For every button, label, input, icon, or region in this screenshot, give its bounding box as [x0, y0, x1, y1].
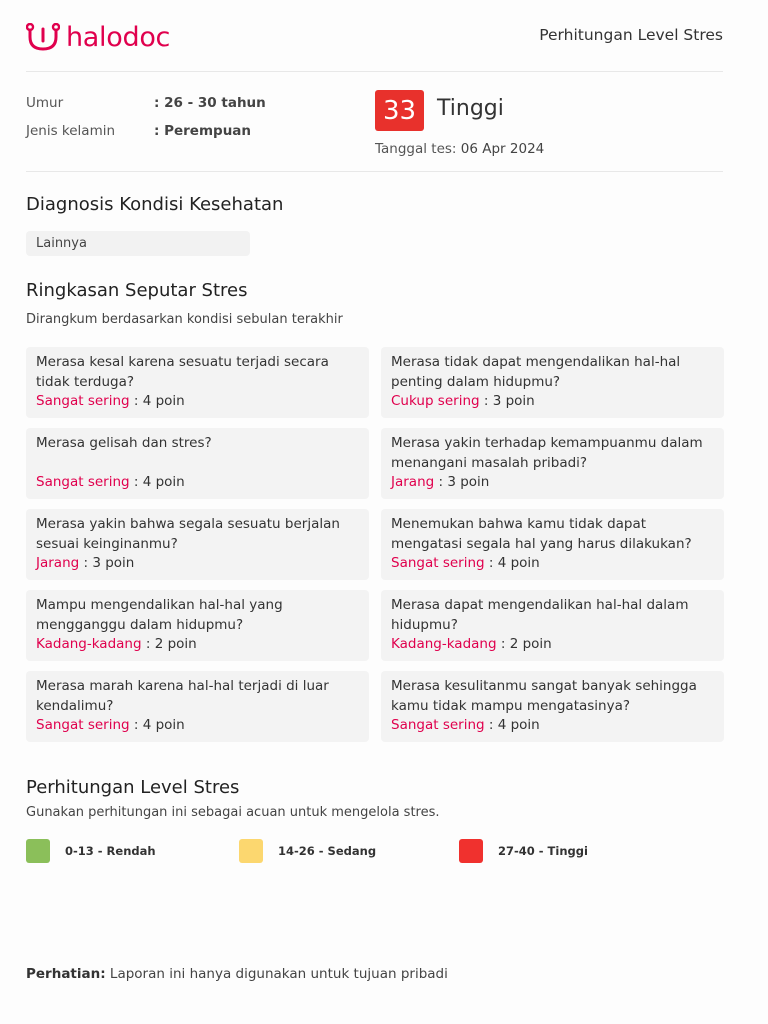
- summary-card: [381, 590, 724, 661]
- card-question: Merasa marah karena hal-hal terjadi di luar kendalimu?: [36, 678, 329, 714]
- footer-text: Laporan ini hanya digunakan untuk tujuan pribadi: [105, 966, 448, 982]
- card-frequency: Cukup sering: [391, 393, 480, 409]
- card-points: : 2 poin: [496, 636, 552, 652]
- legend-item-medium: [239, 839, 376, 863]
- score-badge: 33: [375, 90, 424, 131]
- calculation-title: Perhitungan Level Stres: [26, 777, 240, 798]
- card-question: Menemukan bahwa kamu tidak dapat mengatasi segala hal yang harus dilakukan?: [391, 516, 692, 552]
- card-points: : 3 poin: [434, 474, 490, 490]
- card-points: : 4 poin: [129, 717, 185, 733]
- card-answer: [391, 635, 714, 655]
- header: [26, 20, 723, 56]
- halodoc-logo[interactable]: [26, 20, 170, 56]
- test-date-label: Tanggal tes:: [375, 141, 457, 157]
- card-frequency: Kadang-kadang: [36, 636, 142, 652]
- age-label: Umur: [26, 95, 64, 111]
- summary-card: [381, 509, 724, 580]
- summary-card: [381, 428, 724, 499]
- footer-note: [26, 966, 448, 982]
- card-answer: [36, 554, 359, 574]
- legend-item-low: [26, 839, 156, 863]
- card-points: : 4 poin: [129, 474, 185, 490]
- card-answer: [36, 473, 359, 493]
- gender-label: Jenis kelamin: [26, 123, 116, 139]
- card-points: : 4 poin: [484, 555, 540, 571]
- card-points: : 3 poin: [79, 555, 135, 571]
- card-frequency: Sangat sering: [36, 474, 130, 490]
- summary-card: [381, 671, 724, 742]
- summary-card: [26, 590, 369, 661]
- stethoscope-icon: [26, 23, 60, 53]
- card-points: : 2 poin: [141, 636, 197, 652]
- test-date-value: 06 Apr 2024: [460, 141, 545, 157]
- legend-swatch: [239, 839, 263, 863]
- legend-label: 14-26 - Sedang: [278, 844, 377, 858]
- card-question: Merasa tidak dapat mengendalikan hal-hal penting dalam hidupmu?: [391, 354, 681, 390]
- card-answer: [391, 473, 714, 493]
- card-question: Merasa kesulitanmu sangat banyak sehingga kamu tidak mampu mengatasinya?: [391, 678, 697, 714]
- card-frequency: Sangat sering: [391, 717, 485, 733]
- calculation-subtitle: Gunakan perhitungan ini sebagai acuan untuk mengelola stres.: [26, 805, 440, 820]
- card-question: Merasa gelisah dan stres?: [36, 435, 212, 451]
- legend-swatch: [459, 839, 483, 863]
- card-frequency: Jarang: [36, 555, 80, 571]
- divider: [26, 71, 723, 72]
- legend-label: 0-13 - Rendah: [65, 844, 156, 858]
- card-frequency: Sangat sering: [36, 717, 130, 733]
- divider: [26, 171, 723, 172]
- summary-card: [26, 671, 369, 742]
- card-points: : 4 poin: [484, 717, 540, 733]
- card-question: Merasa yakin terhadap kemampuanmu dalam menangani masalah pribadi?: [391, 435, 703, 471]
- summary-title: Ringkasan Seputar Stres: [26, 280, 248, 301]
- gender-value: : Perempuan: [154, 123, 252, 139]
- card-answer: [36, 392, 359, 412]
- summary-card: [26, 347, 369, 418]
- summary-card: [381, 347, 724, 418]
- card-answer: [391, 554, 714, 574]
- logo-text: halodoc: [66, 22, 171, 53]
- card-frequency: Jarang: [391, 474, 435, 490]
- card-answer: [36, 635, 359, 655]
- card-points: : 4 poin: [129, 393, 185, 409]
- test-date: [375, 141, 544, 157]
- summary-card: [26, 428, 369, 499]
- page-title: Perhitungan Level Stres: [539, 26, 723, 44]
- card-question: Merasa dapat mengendalikan hal-hal dalam hidupmu?: [391, 597, 689, 633]
- legend-label: 27-40 - Tinggi: [498, 844, 588, 858]
- age-value: : 26 - 30 tahun: [154, 95, 266, 111]
- card-frequency: Sangat sering: [391, 555, 485, 571]
- card-question: Merasa yakin bahwa segala sesuatu berjalan sesuai keinginanmu?: [36, 516, 340, 552]
- card-answer: [391, 392, 714, 412]
- score-level: Tinggi: [437, 96, 504, 121]
- card-frequency: Sangat sering: [36, 393, 130, 409]
- summary-subtitle: Dirangkum berdasarkan kondisi sebulan terakhir: [26, 312, 343, 327]
- card-question: Merasa kesal karena sesuatu terjadi secara tidak terduga?: [36, 354, 329, 390]
- card-question: Mampu mengendalikan hal-hal yang mengganggu dalam hidupmu?: [36, 597, 283, 633]
- diagnosis-title: Diagnosis Kondisi Kesehatan: [26, 194, 284, 215]
- card-answer: [36, 716, 359, 736]
- card-frequency: Kadang-kadang: [391, 636, 497, 652]
- diagnosis-chip: Lainnya: [26, 231, 250, 256]
- legend-item-high: [459, 839, 588, 863]
- card-answer: [391, 716, 714, 736]
- card-points: : 3 poin: [479, 393, 535, 409]
- legend-swatch: [26, 839, 50, 863]
- summary-card: [26, 509, 369, 580]
- footer-label: Perhatian:: [26, 966, 106, 982]
